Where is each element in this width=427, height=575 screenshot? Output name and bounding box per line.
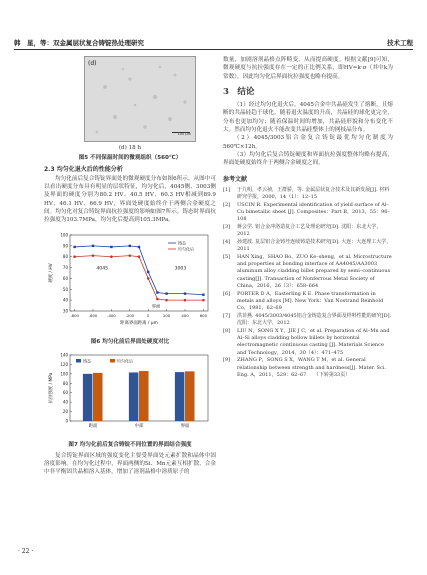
series-point [110, 255, 113, 258]
series-point [147, 270, 149, 272]
reference-item [223, 187, 393, 202]
reference-text: ZHANG P，SONG S X，WANG T M，et al. General relationship between strength and hardness[J]. Mater. Sci. Eng. A，2011，529：62–67 （下转第33页） [237, 357, 386, 379]
x-tick-label: -400 [107, 312, 116, 318]
x-tick-label: -800 [70, 312, 79, 318]
series-point [73, 255, 76, 258]
micrograph-image [84, 56, 196, 142]
x-tick-label: 400 [181, 312, 189, 318]
running-header [14, 38, 413, 50]
reference-number: [7] [223, 312, 231, 319]
legend-label: 均匀化后 [117, 358, 133, 364]
section-2-3-paragraph: 均匀化前后复合铸锭界面处的微观硬度分布如图6所示。从图中可以看出硬度分布具有明显的层状特征，均匀化后，4045侧、3003侧及界面的硬度分别为80.2 HV、40.5 HV、60.3 HV相减到89.9 HV、46.1 HV、66.9 HV，界面处硬度始终介于两侧合金硬度之间。均匀化对复合铸锭界面抗拉强度的影响如图7所示。铸态时界面抗拉强度为103.7MPa，均匀化后提高到105.3MPa。 [44, 175, 216, 224]
y-tick-label: 30 [62, 308, 68, 314]
reference-text: 孙建波. 复层铝合金铸坯连续铸造技术研究[D]. 大连：大连理工大学，2011 [237, 238, 392, 253]
x-tick-label: 界面 [180, 424, 190, 430]
series-point [156, 297, 159, 300]
y-tick-label: 80 [62, 381, 68, 387]
x-tick-label: 中部 [134, 424, 144, 430]
y-tick-label: 60 [62, 390, 68, 396]
y-tick-label: 70 [62, 264, 68, 270]
page-number: · 22 · [18, 548, 34, 555]
reference-text: 洪菲燕. 4045/3003/4045铝合金铸造复合界面及样料性能的研究[D]. 沈阳：东北大学，2012 [237, 312, 392, 327]
header-journal: 技术工程 [387, 39, 413, 47]
reference-item [223, 328, 393, 358]
figure5-caption: 图5 不同保温时间的微观组织（560℃） [78, 155, 182, 162]
strength-bar-chart [44, 349, 216, 435]
series-point [184, 292, 186, 294]
conclusion-item-3: （3）均匀化后复合铸锭硬度和界面抗拉强度整体均略有提高，界面处硬度始终介于两侧合金硬度之间。 [223, 151, 393, 167]
reference-number: [6] [223, 290, 231, 297]
series-point [165, 299, 168, 302]
bar [83, 374, 93, 421]
y-tick-label: 140 [60, 352, 68, 358]
right-intro-paragraph: 数量，加剧溶剂晶格点阵畸变，从而提高硬度。根据文献[9]可知，微观硬度与抗拉强度存在一定的正比例关系，即HV≈k·σ（其中k为常数），因此均匀化后界面抗拉强度也略有提高。 [223, 57, 393, 80]
y-tick-label: 20 [62, 409, 68, 415]
y-tick-label: 50 [62, 286, 68, 292]
reference-number: [1] [223, 186, 231, 193]
series-point [156, 291, 158, 293]
bar [139, 371, 149, 421]
reference-number: [4] [223, 238, 231, 245]
reference-item [223, 254, 393, 291]
figure7-caption: 图7 均匀化前后复合铸锭不同位置的界面结合强度 [68, 441, 192, 448]
reference-number: [2] [223, 201, 231, 208]
x-tick-label: 200 [162, 312, 171, 318]
reference-text: 蒋会学. 铝合金冲洛造复合工艺及理论研究[D]. 沈阳：东北大学，2012 [237, 223, 382, 238]
region-label-4045: 4045 [96, 266, 109, 272]
y-tick-label: 80 [62, 253, 68, 259]
bar [129, 373, 139, 422]
figure5-subcaption: (d) 18 h [118, 145, 142, 151]
figure6-caption: 图6 均匀化前后界面处硬度对比 [90, 338, 170, 345]
series-point [129, 244, 131, 246]
y-tick-label: 60 [62, 275, 68, 281]
series-point [202, 293, 204, 295]
series-point [110, 245, 112, 247]
reference-text: LIU N，SONG X Y，JIE J C，et al. Preparation of Al–Mn and Al–Si alloys cladding hollow billets by horizontal electromagnetic continuous casting [J]. Materials Science and Technology，2014，30（4）：471–475 [237, 327, 390, 356]
header-rule [14, 49, 413, 50]
y-tick-label: 120 [60, 362, 68, 368]
reference-number: [8] [223, 327, 231, 334]
section-2-3-heading: 2.3 均匀化退火后的性能分析 [44, 165, 123, 173]
micrograph-texture [85, 57, 195, 141]
y-axis-label: 抗拉强度 / MPa [49, 372, 54, 404]
series-point [129, 254, 132, 257]
series-point [92, 244, 94, 246]
closing-paragraph: 复合铸锭界面区域的强度变化主要受界面处元素扩散和晶体中固溶度影响。在均匀化过程中，界面两侧的Si、Mn元素互相扩散，合金中非平衡固共晶相溶入基体，增加了溶剂晶格中溶质原子的 [44, 452, 216, 476]
x-tick-label: -600 [88, 312, 98, 318]
reference-item [223, 224, 393, 239]
x-tick-label: 0 [146, 312, 150, 318]
reference-text: PORTER D A，Easterling K E. Phase transformation in metals and alloys [M]. New York：Van Nostrand Reinhold Co，1981，62–69 [237, 290, 384, 312]
y-tick-label: 40 [62, 399, 68, 405]
reference-item [223, 291, 393, 313]
series-point [184, 299, 187, 302]
header-title: 韩 星，等：双金属层状复合铸锭热处理研究 [14, 39, 144, 47]
micrograph-panel-label: (d) [88, 60, 97, 67]
conclusion-item-1: （1）经过均匀化退火后，4045合金中共晶硅发生了熔断，且熔断的共晶硅趋于球化。随着退火温度的升高，共晶硅的球化更完全，分布也更加均匀；随着保温时间的增加，共晶硅形貌和分布变化不大。然而均匀化退火不能改变共晶硅整体上的网枝晶分布。 [223, 102, 393, 134]
reference-number: [9] [223, 357, 231, 364]
conclusion-item-2: （2）4045/3003铝合金复合铸锭最优均匀化制度为560℃×12h。 [223, 135, 393, 150]
series-point [138, 255, 141, 258]
bar [93, 373, 103, 421]
series-point [138, 245, 140, 247]
x-tick-label: -200 [125, 312, 135, 318]
scale-bar-label: 100 μm [177, 131, 191, 136]
reference-item [223, 202, 393, 224]
reference-text: 于九明，孝云祯，王群骄，等. 金属层状复合技术及其新发展[J]. 材料研究学报，2000，14（1）：12–15 [237, 186, 390, 201]
bar [175, 372, 185, 421]
legend-label: 铸态 [178, 240, 186, 246]
left-column [44, 56, 216, 477]
hardness-line-chart [44, 225, 216, 333]
legend-swatch [110, 359, 115, 363]
reference-text: HAN Xing，SHAO Bo，ZUO Ke–sheng，et al. Microstructure and properties at bonding interface of AA4045/AA3003 aluminum alloy cladding billet prepared by semi–continuous casting[J]. Transaction of Nonferrous Metal Society of China，2016，26（3）：658–664 [237, 253, 392, 290]
series-point [73, 245, 75, 247]
legend-swatch [76, 359, 81, 363]
reference-text: USCIN R. Experimental identification of yield surface of Al–Cu bimetallic sheet [J]. Composites：Part B，2013，55：96–108 [237, 201, 390, 223]
references-list [223, 187, 393, 380]
reference-item [223, 313, 393, 328]
series-point [165, 292, 167, 294]
region-label-3003: 3003 [174, 266, 187, 272]
reference-item [223, 357, 393, 379]
legend-label: 均匀化后 [178, 246, 194, 252]
conclusion-heading: 3 结论 [223, 86, 255, 97]
interface-label: 界面 [151, 303, 161, 309]
x-tick-label: 距面 [88, 424, 98, 430]
reference-number: [3] [223, 223, 231, 230]
series-point [92, 254, 95, 257]
legend-label: 铸态 [83, 358, 91, 364]
series-point [202, 299, 205, 302]
y-tick-label: 90 [62, 243, 68, 249]
y-tick-label: 0 [65, 418, 68, 424]
x-axis-label: 距离界面距离 / μm [120, 320, 158, 326]
bar [185, 372, 195, 422]
y-axis-label: 硬度 / HV [49, 262, 54, 283]
y-tick-label: 100 [60, 232, 68, 238]
references-heading: 参考文献 [223, 175, 248, 183]
x-tick-label: 600 [199, 312, 208, 318]
y-tick-label: 100 [60, 371, 68, 377]
right-column [223, 56, 393, 379]
series-point [147, 277, 150, 280]
reference-number: [5] [223, 253, 231, 260]
reference-item [223, 239, 393, 254]
y-tick-label: 40 [62, 297, 68, 303]
